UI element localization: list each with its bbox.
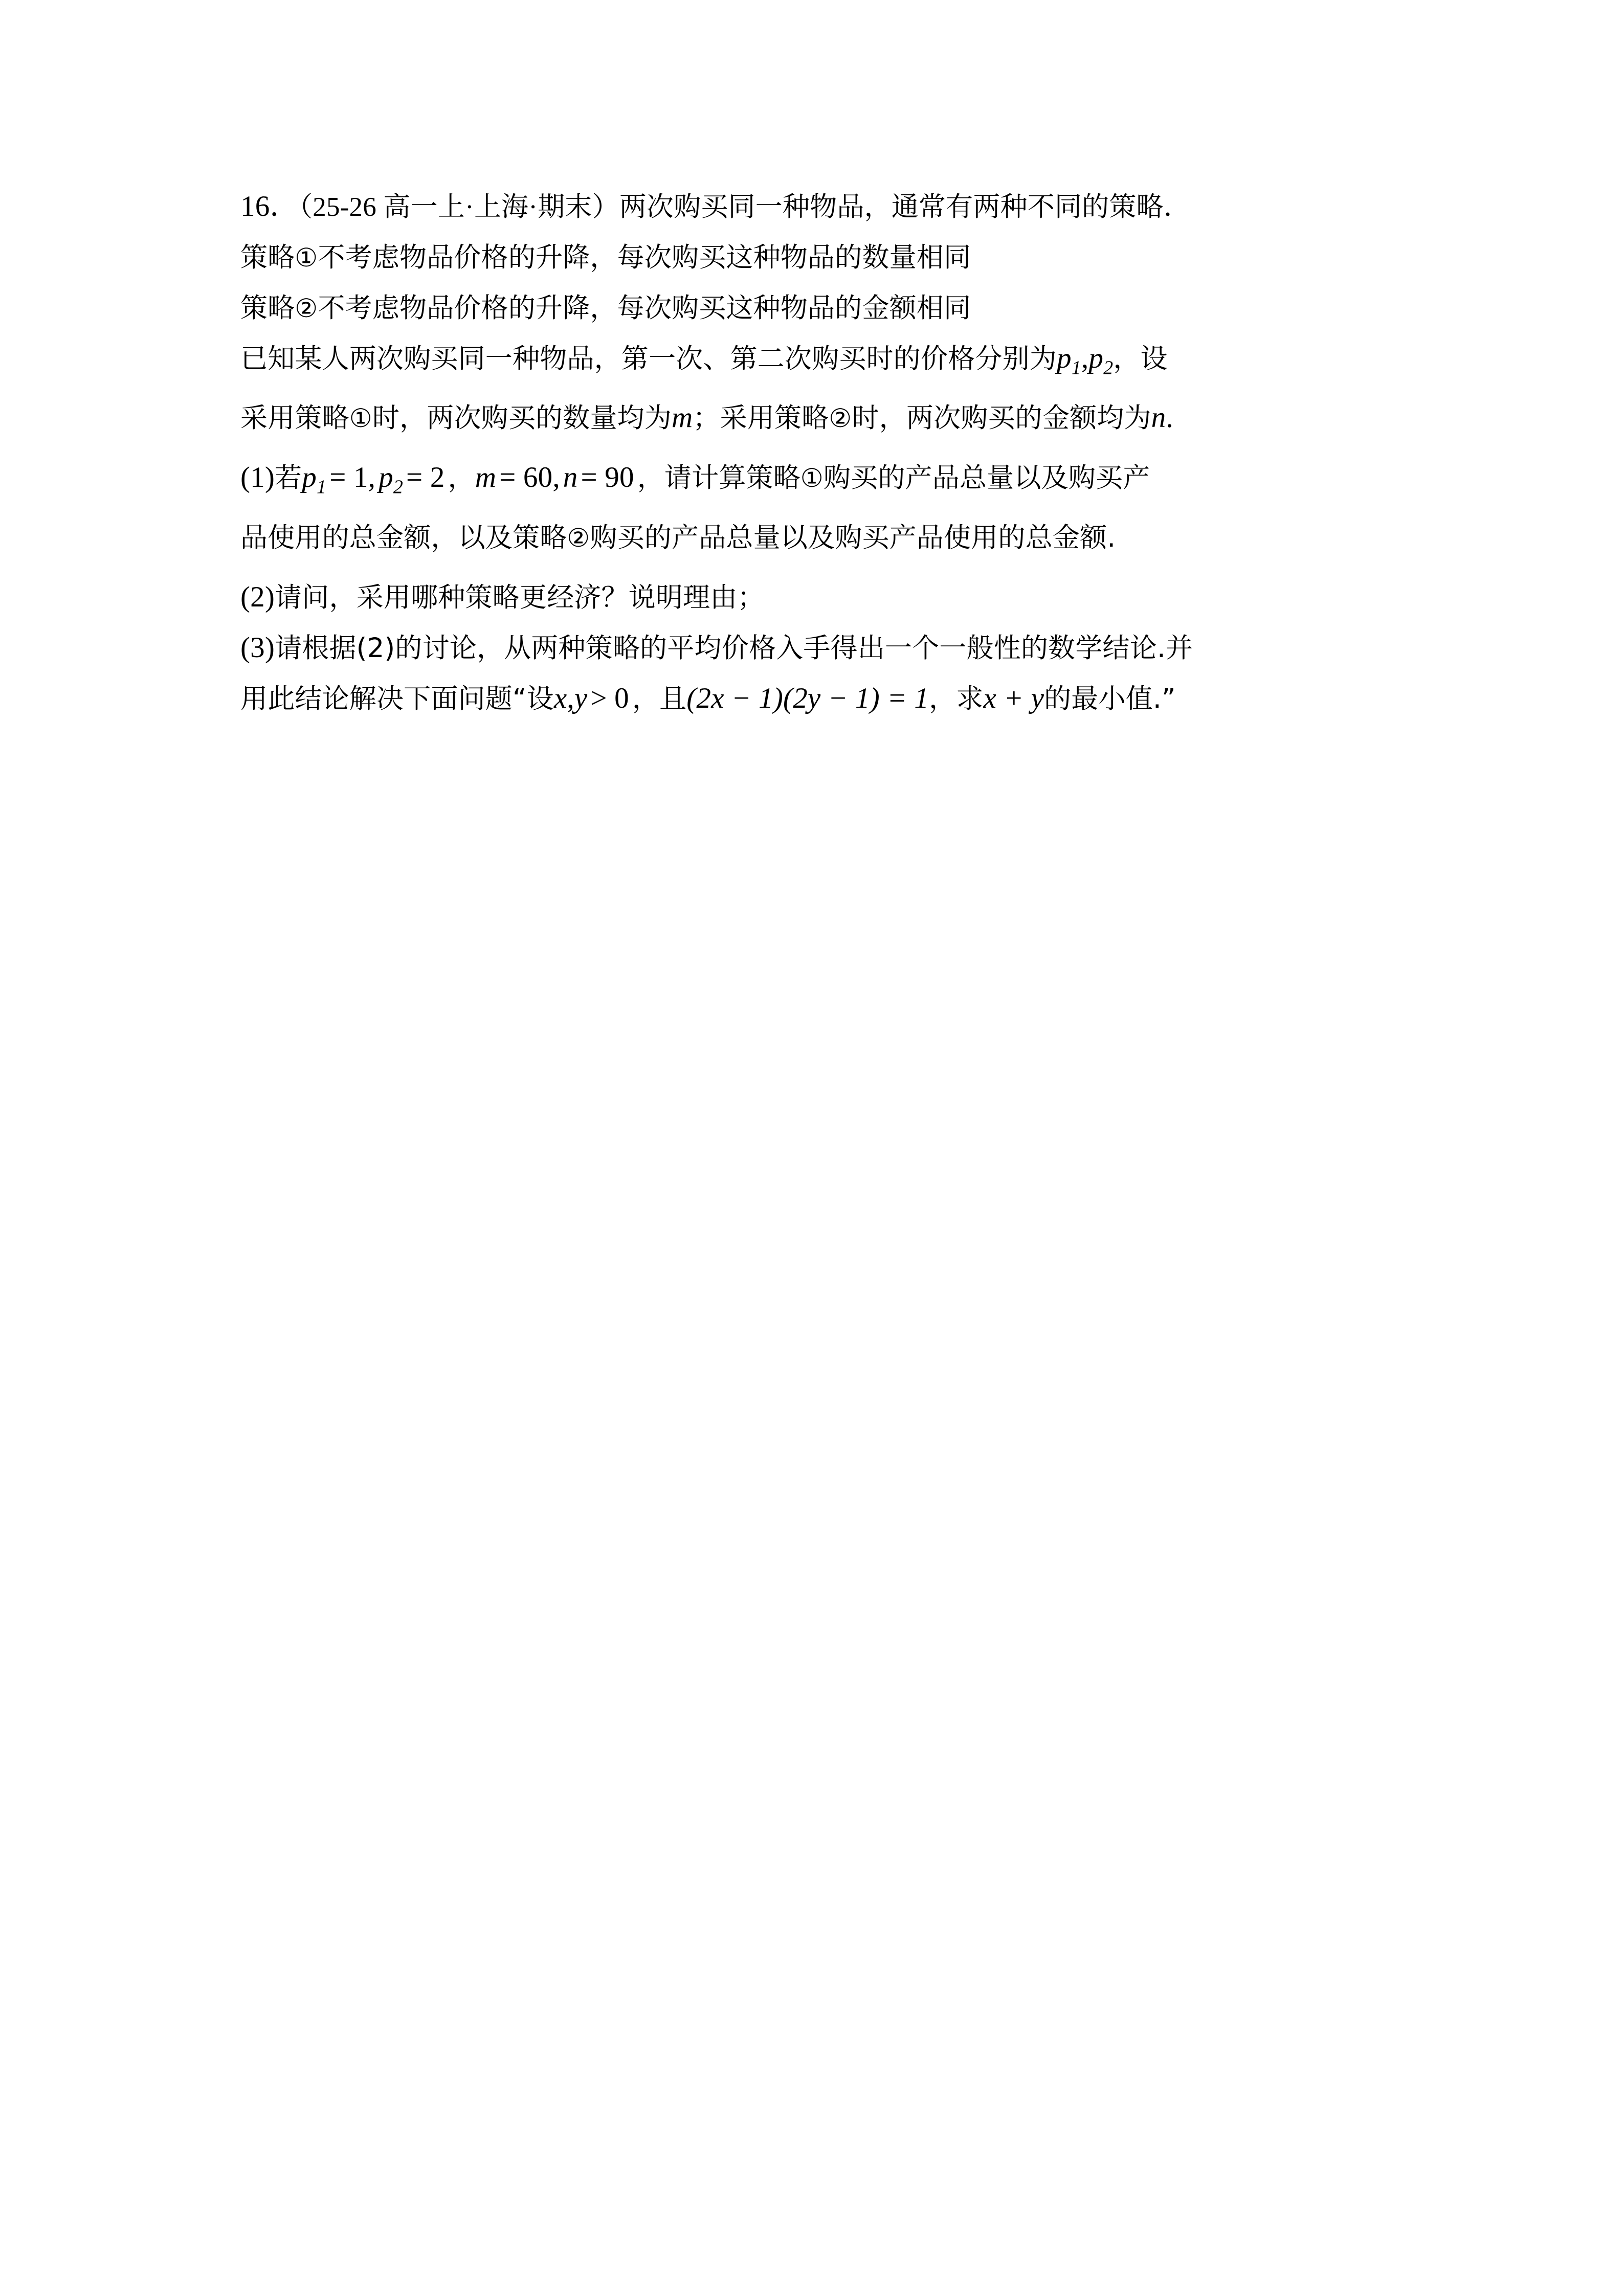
q3-math-x: x (553, 682, 567, 714)
q1-math-p1-sub: 1 (316, 476, 327, 498)
question-1-label: (1) (240, 461, 275, 494)
q1-math-p1: p (302, 461, 317, 494)
math-m: m (672, 401, 693, 434)
question-2-label: (2) (240, 580, 275, 613)
question-2-text: 请问，采用哪种策略更经济？说明理由； (275, 581, 765, 613)
q1-math-eq1: = 1, (329, 461, 376, 494)
math-n: n (1151, 401, 1166, 434)
adopt-text-a: 采用策略 (240, 402, 349, 434)
strategy2-prefix: 策略 (240, 292, 295, 324)
question-3-line-2 (240, 673, 1417, 724)
adopt-text-c: ；采用策略 (693, 402, 829, 434)
math-p1-sub: 1 (1071, 357, 1081, 379)
q1-math-eq2: = 2 (406, 461, 445, 494)
strategy1-prefix: 策略 (240, 242, 295, 273)
q1-strategy1-mark: ① (800, 463, 824, 493)
q1-text-b: 购买的产品总量以及购买产 (823, 462, 1150, 494)
known-text-b: ，设 (1113, 343, 1168, 374)
q3-and: 且 (659, 683, 687, 714)
q3-math-x-plus-y: x + y (983, 682, 1044, 714)
question-3-text-a: 请根据(2)的讨论，从两种策略的平均价格入手得出一个一般性的数学结论.并 (275, 632, 1193, 664)
spacer-2 (240, 563, 1417, 572)
question-2-line (240, 572, 1417, 623)
q1-line2-text-b: 购买的产品总量以及购买产品使用的总金额. (590, 522, 1116, 553)
q1-line2-text-a: 品使用的总金额，以及策略 (240, 522, 567, 553)
problem-line-2 (240, 232, 1417, 283)
adopt-text-b: 时，两次购买的数量均为 (372, 402, 672, 434)
q1-math-p2-sub: 2 (393, 476, 404, 498)
q3-math-gt: > 0 (590, 682, 629, 714)
q3-tail: 的最小值.” (1044, 683, 1176, 714)
problem-line-1 (240, 182, 1417, 232)
problem-number: 16 (240, 190, 270, 222)
q3-comma-2: ， (632, 683, 660, 714)
q3-math-y: y (574, 682, 588, 714)
strategy1-mark: ① (295, 243, 318, 273)
q3-comma-3: ， (929, 683, 956, 714)
problem-intro-text: 两次购买同一种物品，通常有两种不同的策略． (619, 191, 1191, 222)
spacer-1 (240, 443, 1417, 453)
adopt-text-d: 时，两次购买的金额均为 (852, 402, 1151, 434)
strategy2-mark-ref: ② (829, 403, 852, 434)
q1-comma-2: ， (637, 462, 664, 494)
q1-math-n: n (563, 461, 578, 494)
q1-math-eq3: = 60, (499, 461, 560, 494)
problem-source-tag: （25-26 高一上·上海·期末） (299, 192, 619, 222)
q1-math-eq4: = 90 (581, 461, 634, 494)
strategy1-text: 不考虑物品价格的升降，每次购买这种物品的数量相同 (318, 242, 971, 273)
q1-comma-1: ， (448, 462, 475, 494)
q3-math-comma: , (567, 682, 574, 714)
problem-line-5 (240, 393, 1417, 443)
q1-text-a: 请计算策略 (664, 462, 800, 494)
problem-line-4 (240, 333, 1417, 393)
question-1-line-1 (240, 453, 1417, 512)
adopt-text-period: . (1166, 401, 1173, 434)
problem-number-dot: ． (270, 190, 299, 222)
q3-line2-text-a: 用此结论解决下面问题“设 (240, 683, 554, 714)
strategy2-text: 不考虑物品价格的升降，每次购买这种物品的金额相同 (318, 292, 971, 324)
q3-math-expr: (2x − 1)(2y − 1) = 1 (686, 682, 929, 714)
problem-line-3 (240, 283, 1417, 333)
known-text-a: 已知某人两次购买同一种物品，第一次、第二次购买时的价格分别为 (240, 343, 1057, 374)
q3-ask: 求 (956, 683, 984, 714)
math-comma-1: , (1081, 342, 1089, 374)
strategy1-mark-ref: ① (349, 403, 372, 434)
q1-math-m: m (475, 461, 497, 494)
question-3-line-1 (240, 623, 1417, 673)
question-1-if: 若 (275, 462, 302, 494)
math-p1: p (1057, 342, 1072, 374)
q1-strategy2-mark: ② (567, 523, 590, 553)
question-1-line-2 (240, 512, 1417, 563)
question-3-label: (3) (240, 631, 275, 664)
math-p2: p (1088, 342, 1104, 374)
math-p2-sub: 2 (1103, 357, 1114, 379)
problem-body (240, 182, 1417, 724)
strategy2-mark: ② (295, 294, 318, 323)
q1-math-p2: p (379, 461, 393, 494)
